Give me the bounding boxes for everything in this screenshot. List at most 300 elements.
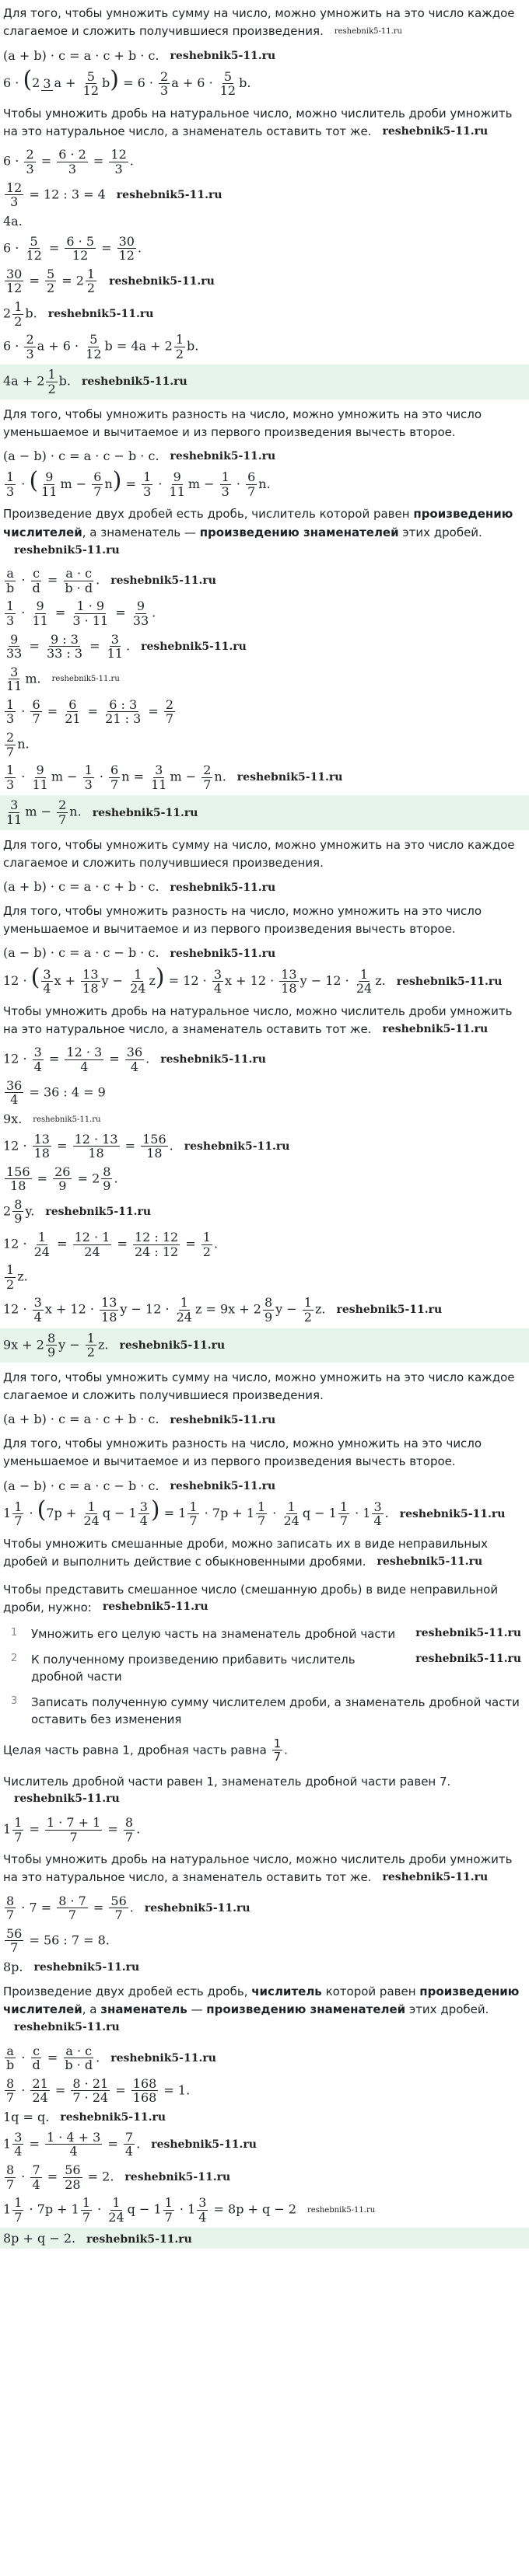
math-text: b <box>102 75 110 91</box>
fraction-denominator: 18 <box>33 1146 50 1161</box>
fraction-numerator: 9 <box>36 763 44 778</box>
fraction-denominator: 24 <box>176 1310 192 1325</box>
math-text: = <box>51 605 70 620</box>
fraction-denominator: 4 <box>130 1059 139 1074</box>
fraction-numerator: 8 <box>264 1295 273 1311</box>
math-text: = <box>25 273 44 288</box>
math-line <box>0 630 529 663</box>
math-text: · <box>17 605 30 620</box>
fraction-numerator: 3 <box>33 1045 42 1060</box>
math-line <box>0 2042 529 2075</box>
math-text: = <box>25 2136 44 2152</box>
math-text: b. <box>187 338 199 354</box>
fraction-denominator: 7 · 24 <box>72 2090 109 2106</box>
watermark-text: reshebnik5-11.ru <box>109 274 215 288</box>
fraction-denominator: 3 <box>68 161 77 176</box>
fraction-denominator: 4 <box>139 1513 148 1529</box>
math-line <box>0 145 529 178</box>
step-number: 1 <box>11 1627 18 1639</box>
math-text: b. <box>58 373 71 389</box>
fraction <box>5 665 23 693</box>
fraction-numerator: 3 <box>373 1499 382 1514</box>
math-line <box>0 1813 529 1846</box>
rule-paragraph <box>0 1846 529 1892</box>
math-text: 4a + 2 <box>3 373 45 389</box>
fraction-numerator: 5 <box>46 266 55 281</box>
math-text: · <box>17 2169 30 2184</box>
math-text: = 12 · <box>164 973 211 989</box>
rule-paragraph <box>0 1978 529 2042</box>
math-text: = <box>111 605 130 620</box>
math-text: · <box>232 476 245 491</box>
fraction-denominator: 12 <box>26 248 42 264</box>
fraction-denominator: 24 <box>130 981 146 997</box>
fraction <box>5 470 16 498</box>
fraction-numerator: 1 <box>257 1499 266 1514</box>
fraction-denominator: 18 <box>10 1178 26 1194</box>
fraction <box>31 2044 42 2072</box>
math-text: · <box>17 476 30 491</box>
fraction-numerator: a · c <box>65 566 93 581</box>
watermark-text: reshebnik5-11.ru <box>336 1304 443 1317</box>
fraction <box>5 181 23 209</box>
fraction-denominator: 18 <box>101 1310 117 1325</box>
fraction-denominator: 28 <box>65 2176 81 2192</box>
fraction <box>133 1230 180 1258</box>
fraction <box>24 148 35 176</box>
fraction-denominator: 7 <box>6 2176 15 2192</box>
watermark-text: reshebnik5-11.ru <box>33 1115 101 1124</box>
fraction-numerator: 3 <box>33 1295 42 1311</box>
fraction-denominator: 9 <box>47 1345 56 1360</box>
math-line <box>0 179 529 211</box>
fraction-denominator: 21 <box>65 711 81 727</box>
fraction-denominator: 4 <box>43 981 51 997</box>
fraction <box>63 567 94 595</box>
fraction-numerator: a · c <box>65 2043 93 2058</box>
fraction-denominator: 12 <box>72 248 89 264</box>
rule-paragraph <box>0 1364 529 1410</box>
watermark-text: reshebnik5-11.ru <box>151 2138 257 2151</box>
math-line <box>0 232 529 265</box>
math-text: · <box>25 1506 37 1521</box>
math-text: · 7p + 1 <box>25 2201 79 2217</box>
fraction-denominator: 9 <box>58 1178 67 1194</box>
fraction-numerator: 2 <box>26 147 34 162</box>
fraction-denominator: 7 <box>124 1829 134 1845</box>
fraction-denominator: 11 <box>41 483 58 499</box>
watermark-text: reshebnik5-11.ru <box>170 947 276 960</box>
step-number: 2 <box>11 1652 18 1664</box>
math-line <box>0 1077 529 1109</box>
paragraph-text: — <box>187 2002 207 2017</box>
fraction <box>219 70 237 98</box>
math-text: = <box>181 1236 200 1251</box>
paragraph-text: Для того, чтобы умножить разность на число, можно умножить на это число уменьшаемое и вычитаемое и из первого произведения вычесть второе. <box>3 407 482 439</box>
fraction <box>5 798 23 826</box>
math-text: n = <box>121 769 149 784</box>
math-line <box>0 2194 529 2226</box>
paragraph-text: этих дробей. <box>405 2002 489 2017</box>
math-line <box>0 1261 529 1293</box>
close-paren: ) <box>150 1496 160 1524</box>
fraction <box>65 235 96 263</box>
math-text: (a − b) · c = a · c − b · c. <box>3 449 159 463</box>
math-text: 12 · <box>3 1138 31 1154</box>
fraction-denominator: 7 <box>339 1513 349 1529</box>
fraction-numerator: 3 <box>43 75 51 91</box>
fraction-numerator: 13 <box>82 966 99 982</box>
fraction-denominator: 7 <box>110 777 119 792</box>
fraction-denominator: 4 <box>373 1513 382 1529</box>
fraction-numerator: 56 <box>65 2162 81 2177</box>
watermark-text: reshebnik5-11.ru <box>14 2021 120 2034</box>
fraction <box>117 235 136 263</box>
paragraph-text: , а <box>82 2002 101 2017</box>
math-text: 12 · <box>3 973 31 989</box>
watermark-text: reshebnik5-11.ru <box>47 307 154 320</box>
fraction-numerator: 6 · 2 <box>58 147 86 162</box>
fraction-denominator: 2 <box>46 281 55 296</box>
math-text: = <box>89 153 108 169</box>
fraction-numerator: 26 <box>54 1164 71 1179</box>
open-paren: ( <box>37 1496 47 1524</box>
fraction <box>5 599 16 627</box>
fraction-denominator: 3 <box>6 613 15 628</box>
fraction-numerator: 8 <box>14 1196 23 1212</box>
fraction <box>138 1500 149 1528</box>
rule-paragraph <box>0 1576 529 1622</box>
fraction-numerator: 8 · 7 <box>58 1893 86 1908</box>
fraction <box>41 77 52 92</box>
fraction-numerator: 6 <box>247 469 256 485</box>
math-text: . <box>169 1138 173 1154</box>
math-text: = <box>33 1171 52 1186</box>
math-line <box>0 1409 529 1430</box>
fraction-numerator: 36 <box>6 1077 23 1093</box>
fraction <box>303 1296 314 1324</box>
math-text: 12 · <box>3 1051 31 1066</box>
fraction-denominator: 9 <box>103 1178 111 1194</box>
fraction <box>106 633 124 661</box>
fraction <box>65 1045 103 1073</box>
math-text: · <box>17 703 30 719</box>
math-line <box>0 66 529 100</box>
math-text: n. <box>17 736 30 752</box>
fraction-denominator: 7 <box>68 1908 77 1923</box>
fraction-denominator: 4 <box>69 2144 78 2159</box>
fraction-numerator: 8 <box>124 1815 134 1830</box>
watermark-text: reshebnik5-11.ru <box>51 675 120 684</box>
fraction <box>272 1737 283 1764</box>
math-text: = <box>25 638 44 654</box>
fraction-numerator: 1 <box>14 298 23 314</box>
fraction-numerator: 2 <box>58 798 67 813</box>
fraction-denominator: 3 <box>26 346 34 361</box>
fraction-denominator: 7 <box>6 2090 15 2106</box>
math-text: · 1 <box>351 1506 371 1521</box>
fraction-denominator: 24 <box>108 2209 124 2225</box>
math-text: = 36 : 4 = 9 <box>25 1084 106 1100</box>
math-text: = <box>43 703 62 719</box>
fraction <box>12 300 23 328</box>
fraction-denominator: 2 <box>47 381 56 396</box>
numbered-step <box>0 1690 529 1733</box>
math-text: = <box>83 703 103 719</box>
fraction <box>53 1165 72 1193</box>
math-text: = <box>25 1821 44 1837</box>
rule-paragraph <box>0 501 529 564</box>
paragraph-text: Для того, чтобы умножить разность на число, можно умножить на это число уменьшаемое и вычитаемое и из первого произведения вычесть второе. <box>3 1436 482 1469</box>
fraction <box>12 1500 23 1528</box>
fraction <box>45 633 84 661</box>
fraction-numerator: 156 <box>142 1131 166 1147</box>
fraction-numerator: 1 · 4 + 3 <box>46 2129 101 2145</box>
fraction-numerator: 8 <box>6 1893 15 1908</box>
fraction <box>103 698 142 726</box>
step-text: К полученному произведению прибавить числитель дробной части <box>31 1652 356 1684</box>
open-paren: ( <box>23 66 33 94</box>
math-text: = <box>52 1138 72 1154</box>
fraction-denominator: 4 <box>213 981 222 997</box>
fraction-denominator: 7 <box>58 812 67 828</box>
math-text: z <box>149 973 156 989</box>
fraction <box>5 1079 23 1107</box>
math-line <box>0 761 529 794</box>
watermark-text: reshebnik5-11.ru <box>160 1053 266 1066</box>
math-text: = <box>37 153 56 169</box>
watermark-text: reshebnik5-11.ru <box>399 1507 506 1520</box>
fraction <box>5 2044 16 2072</box>
math-text: . <box>136 1821 141 1837</box>
fraction-numerator: 6 <box>32 696 40 712</box>
fraction-denominator: 24 <box>83 1513 100 1529</box>
math-text: 6 · <box>3 240 23 256</box>
math-text: · <box>93 2201 106 2217</box>
fraction-denominator: 4 <box>198 2209 207 2225</box>
fraction-numerator: 3 <box>110 631 119 647</box>
fraction-denominator: 2 <box>303 1310 312 1325</box>
math-text: = <box>113 1236 131 1251</box>
fraction <box>5 763 16 791</box>
fraction-denominator: b <box>6 2058 15 2073</box>
fraction <box>163 2196 174 2224</box>
fraction-denominator: 11 <box>6 679 23 694</box>
math-text: 1 <box>3 2201 12 2217</box>
fraction-denominator: 12 <box>118 248 135 264</box>
watermark-text: reshebnik5-11.ru <box>396 975 503 988</box>
fraction-denominator: 3 <box>26 161 34 176</box>
math-text: 8p + q − 2. <box>3 2231 76 2246</box>
math-text: 6 · <box>3 75 23 91</box>
fraction <box>263 1296 274 1324</box>
math-text: x + <box>54 973 80 989</box>
math-line <box>0 1293 529 1326</box>
watermark-text: reshebnik5-11.ru <box>116 188 222 201</box>
fraction <box>45 267 56 295</box>
fraction-denominator: 3 · 11 <box>72 613 109 628</box>
math-text: . <box>96 2050 100 2065</box>
math-text: = 8p + q − 2 <box>209 2201 297 2217</box>
fraction-numerator: 1 <box>287 1499 296 1514</box>
math-text: n. <box>69 805 82 820</box>
fraction-denominator: 3 <box>84 777 93 792</box>
fraction-numerator: 1 <box>189 1499 198 1514</box>
fraction-denominator: 4 <box>80 1059 89 1074</box>
fraction-denominator: 2 <box>6 1276 15 1292</box>
fraction-numerator: 1 <box>339 1499 349 1514</box>
fraction-numerator: 2 <box>160 68 169 84</box>
math-text: a + <box>54 75 80 91</box>
math-text: z. <box>375 973 386 989</box>
math-text: · <box>268 1506 281 1521</box>
fraction <box>33 1133 51 1161</box>
open-paren: ( <box>29 466 39 494</box>
fraction <box>197 2196 208 2224</box>
fraction-denominator: 7 <box>247 483 256 499</box>
fraction-numerator: 5 <box>89 332 98 347</box>
fraction <box>220 470 231 498</box>
math-text: = <box>86 638 104 654</box>
paragraph-text: Чтобы умножить дробь на натуральное число, можно числитель дроби умножить на это натуральное число, а знаменатель оставить тот же. <box>3 1852 513 1885</box>
fraction <box>212 968 223 996</box>
fraction-numerator: 9 <box>10 631 19 647</box>
watermark-text: reshebnik5-11.ru <box>102 1600 208 1614</box>
paragraph-text: которой равен <box>321 1984 420 1998</box>
fraction <box>201 763 212 791</box>
math-text: = <box>43 572 62 588</box>
math-text: n. <box>258 476 271 491</box>
fraction-numerator: 6 <box>93 469 102 485</box>
fraction-denominator: 33 <box>6 646 23 661</box>
math-text: . <box>114 1171 118 1186</box>
fraction <box>71 2077 110 2105</box>
fraction-numerator: 9 <box>173 469 181 485</box>
fraction-denominator: 2 <box>86 281 96 296</box>
fraction <box>5 2077 16 2105</box>
math-text: . <box>384 1506 389 1521</box>
math-text: (a + b) · c = a · c + b · c. <box>3 1412 159 1427</box>
watermark-text: reshebnik5-11.ru <box>33 1961 140 1974</box>
fraction-numerator: 2 <box>26 332 34 347</box>
fraction-numerator: 12 <box>6 180 23 195</box>
fraction-denominator: 7 <box>14 2209 23 2225</box>
fraction-denominator: 11 <box>6 812 23 828</box>
math-text: = <box>144 703 163 719</box>
fraction-denominator: b <box>6 580 15 595</box>
fraction-denominator: 7 <box>10 1940 19 1956</box>
fraction-numerator: 1 <box>303 1295 312 1311</box>
math-text: 1q = q. <box>3 2109 50 2124</box>
fraction-denominator: 24 <box>33 1244 50 1259</box>
math-text: = <box>43 2050 62 2065</box>
fraction-denominator: 18 <box>82 981 99 997</box>
fraction <box>201 1230 212 1258</box>
fraction <box>63 2163 82 2191</box>
fraction-denominator: 18 <box>281 981 297 997</box>
math-text: = <box>103 2136 122 2152</box>
fraction-denominator: 33 <box>132 613 149 628</box>
fraction-numerator: 3 <box>10 798 19 813</box>
fraction-denominator: 7 <box>257 1513 266 1529</box>
fraction <box>30 599 49 627</box>
math-text: 1 <box>3 2136 12 2152</box>
fraction-numerator: 36 <box>126 1045 143 1060</box>
fraction-denominator: 7 <box>6 1908 15 1923</box>
math-line <box>0 1476 529 1497</box>
fraction-denominator: b · d <box>65 580 93 595</box>
fraction <box>81 2196 92 2224</box>
math-text: . <box>136 2136 141 2152</box>
math-text: y − <box>275 1302 301 1318</box>
paragraph-text: Произведение двух дробей есть дробь, числитель которой равен <box>3 507 414 522</box>
math-text: m − <box>187 476 219 491</box>
watermark-text: reshebnik5-11.ru <box>170 450 276 463</box>
math-text: b = 4a + 2 <box>104 338 173 354</box>
fraction-numerator: 56 <box>110 1893 127 1908</box>
math-line <box>0 696 529 728</box>
fraction-numerator: 1 <box>143 469 152 485</box>
fraction-numerator: 5 <box>86 68 95 84</box>
fraction-numerator: c <box>33 2043 40 2058</box>
math-text: (a − b) · c = a · c − b · c. <box>3 1478 159 1493</box>
fraction-numerator: 1 <box>6 1262 15 1278</box>
math-line <box>0 877 529 898</box>
fraction-numerator: 1 <box>6 599 15 614</box>
fraction-denominator: 12 <box>86 346 102 361</box>
paragraph-text: этих дробей. <box>398 525 482 539</box>
watermark-text: reshebnik5-11.ru <box>45 1205 152 1218</box>
math-line <box>0 1957 529 1978</box>
math-text: · <box>154 476 166 491</box>
fraction-numerator: 168 <box>132 2075 157 2091</box>
open-paren: ( <box>30 964 40 992</box>
math-text: m − <box>51 769 82 784</box>
fraction <box>246 470 257 498</box>
watermark-text: reshebnik5-11.ru <box>382 1871 489 1884</box>
watermark-text: reshebnik5-11.ru <box>82 375 187 389</box>
math-text: 4a. <box>3 213 23 229</box>
math-text: b. <box>25 305 37 321</box>
fraction-denominator: 7 <box>6 744 15 759</box>
answer-line <box>0 1328 529 1363</box>
fraction-numerator: 8 <box>103 1164 111 1179</box>
rule-paragraph <box>0 0 529 46</box>
bold-term: числитель <box>251 1984 322 1998</box>
close-paren: ) <box>112 466 122 494</box>
fraction-denominator: 7 <box>82 2209 90 2225</box>
fraction <box>5 633 23 661</box>
rule-paragraph <box>0 401 529 447</box>
fraction-denominator: 3 <box>160 83 169 99</box>
rule-paragraph <box>0 898 529 944</box>
fraction-numerator: 6 : 3 <box>109 696 138 712</box>
fraction <box>12 1816 23 1844</box>
fraction-denominator: 3 <box>6 483 15 499</box>
math-text: . <box>284 1743 288 1757</box>
math-text: = <box>105 1051 124 1066</box>
math-line <box>0 330 529 363</box>
fraction-numerator: 1 · 7 + 1 <box>46 1815 101 1830</box>
fraction-denominator: 24 <box>283 1513 300 1529</box>
fraction <box>355 968 373 996</box>
math-text: . <box>129 153 134 169</box>
math-line <box>0 446 529 467</box>
fraction-numerator: a <box>6 566 14 581</box>
math-text: 1 <box>3 1506 12 1521</box>
fraction-numerator: 1 <box>14 2195 23 2211</box>
math-text: . <box>213 1236 219 1251</box>
